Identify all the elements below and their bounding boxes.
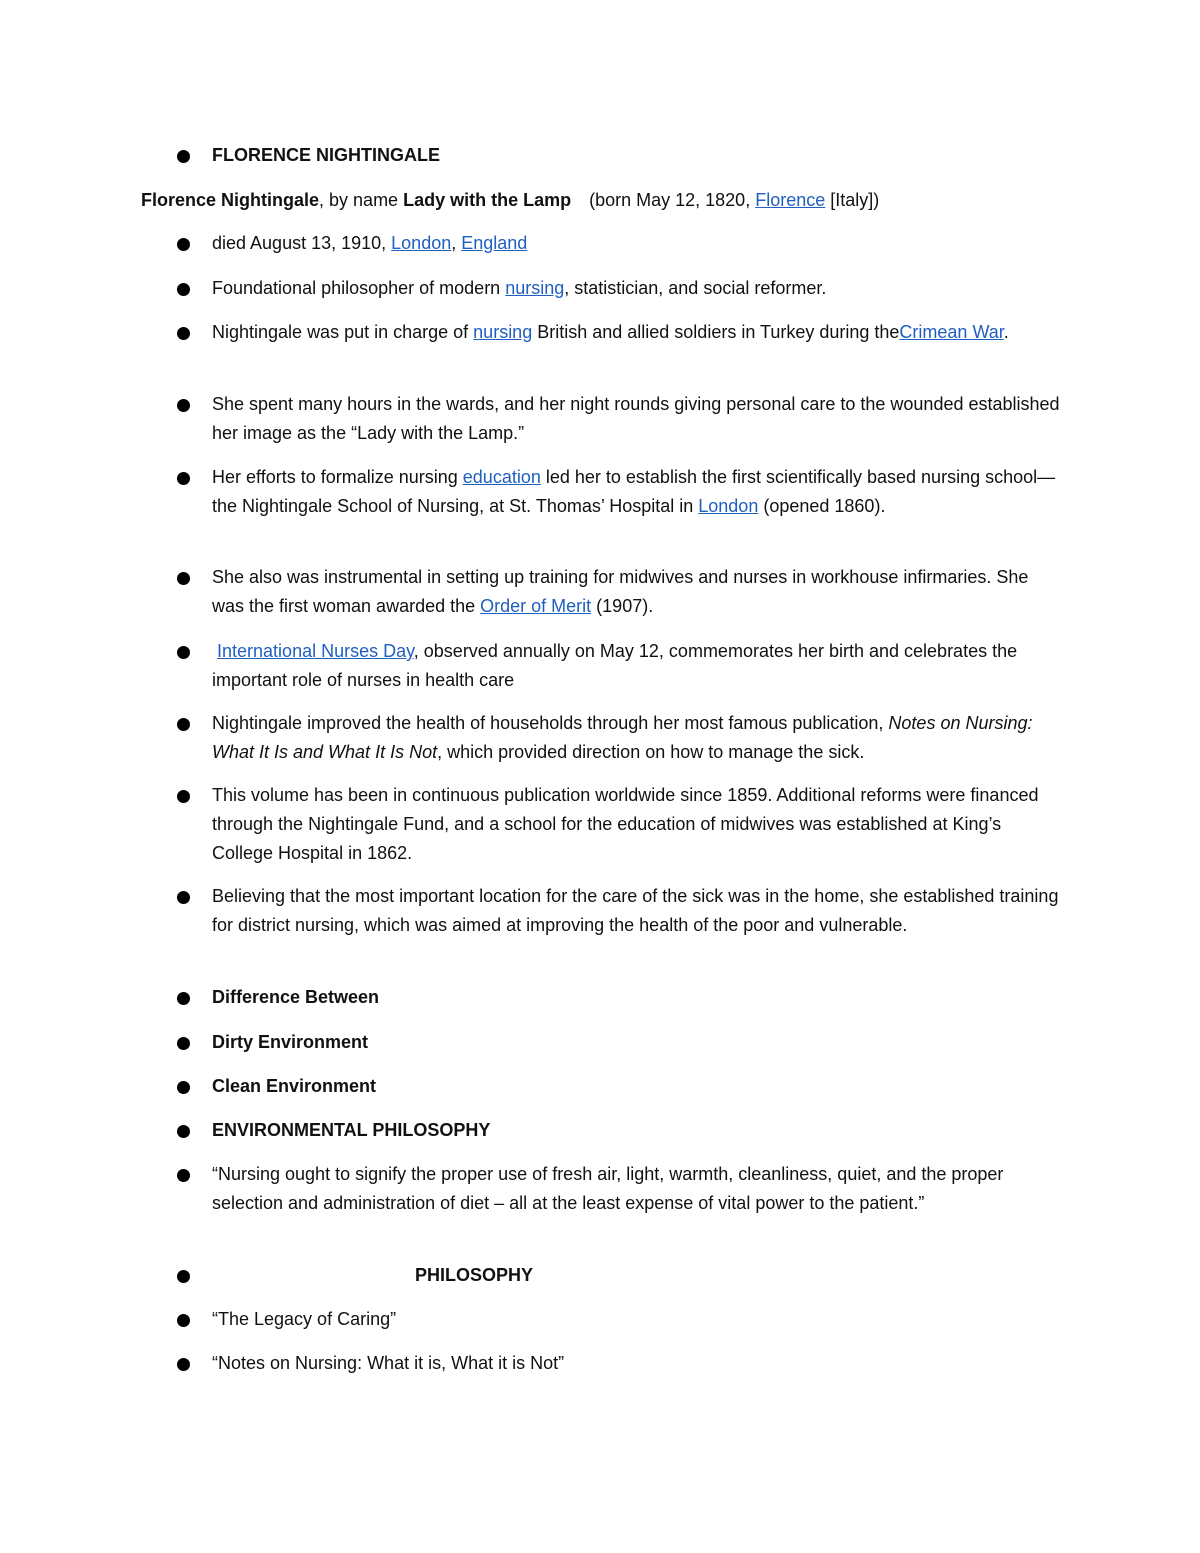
died-text: died August 13, 1910, bbox=[212, 233, 392, 253]
notes-text: “Notes on Nursing: What it is, What it is Not” bbox=[212, 1353, 565, 1373]
bullet-icon bbox=[177, 572, 190, 585]
dirty-environment-heading: Dirty Environment bbox=[212, 1032, 369, 1052]
difference-heading: Difference Between bbox=[212, 987, 380, 1007]
charge-text-pre: Nightingale was put in charge of bbox=[212, 322, 474, 342]
bullet-icon bbox=[177, 472, 190, 485]
bullet-icon bbox=[177, 891, 190, 904]
list-item-households bbox=[212, 709, 1062, 767]
households-text-pre: Nightingale improved the health of households through her most famous publication, bbox=[212, 713, 889, 733]
efforts-text-mid: led her to establish the first scientifically based nursing school—the Nightingale School of Nursing, at St. Thomas’ Hospital in bbox=[212, 467, 1056, 516]
heading-item bbox=[212, 141, 1062, 170]
charge-text-mid: British and allied soldiers in Turkey during the bbox=[532, 322, 900, 342]
international-nurses-day-link[interactable]: International Nurses Day bbox=[217, 641, 414, 661]
charge-text-post: . bbox=[1003, 322, 1009, 342]
foundational-text-post: , statistician, and social reformer. bbox=[564, 278, 827, 298]
list-item-clean bbox=[212, 1072, 1062, 1101]
intro-by-name: , by name bbox=[319, 190, 404, 210]
households-text-post: , which provided direction on how to manage the sick. bbox=[437, 741, 865, 762]
bullet-icon bbox=[177, 1358, 190, 1371]
list-item-foundational bbox=[212, 274, 1062, 303]
london-link-2[interactable]: London bbox=[698, 495, 759, 516]
environmental-philosophy-heading: ENVIRONMENTAL PHILOSOPHY bbox=[212, 1120, 491, 1140]
florence-link[interactable]: Florence bbox=[755, 190, 826, 210]
wards-text: She spent many hours in the wards, and her night rounds giving personal care to the wounded established her image as the “Lady with the Lamp.” bbox=[212, 394, 1060, 443]
bullet-icon bbox=[177, 992, 190, 1005]
philosophy-heading: PHILOSOPHY bbox=[415, 1265, 534, 1285]
foundational-text-pre: Foundational philosopher of modern bbox=[212, 278, 506, 298]
list-item-difference bbox=[212, 983, 1062, 1012]
list-item-philosophy bbox=[212, 1261, 1062, 1290]
bullet-icon bbox=[177, 1037, 190, 1050]
bullet-icon bbox=[177, 1081, 190, 1094]
list-item-quote bbox=[212, 1160, 1062, 1218]
efforts-text-post: (opened 1860). bbox=[758, 495, 886, 516]
home-text: Believing that the most important location for the care of the sick was in the home, she established training for district nursing, which was aimed at improving the health of the poor and vulnerable. bbox=[212, 886, 1059, 935]
died-separator: , bbox=[451, 233, 462, 253]
midwives-text-pre: She also was instrumental in setting up training for midwives and nurses in workhouse infirmaries. She was the first woman awarded the bbox=[212, 567, 1029, 616]
nursing-quote: “Nursing ought to signify the proper use of fresh air, light, warmth, cleanliness, quiet, and the proper selection and administration of diet – all at the least expense of vital power to the patient.” bbox=[212, 1164, 1004, 1213]
intro-epithet: Lady with the Lamp bbox=[403, 190, 572, 210]
clean-environment-heading: Clean Environment bbox=[212, 1076, 377, 1096]
bullet-icon bbox=[177, 238, 190, 251]
bullet-icon bbox=[177, 327, 190, 340]
bullet-icon bbox=[177, 1125, 190, 1138]
publication-title: Notes on Nursing: What It Is and What It Is Not bbox=[212, 713, 1033, 762]
bullet-icon bbox=[177, 718, 190, 731]
bullet-icon bbox=[177, 399, 190, 412]
list-item-efforts bbox=[212, 463, 1062, 521]
list-item-home bbox=[212, 882, 1062, 940]
nursing-link-2[interactable]: nursing bbox=[473, 322, 533, 342]
order-of-merit-link[interactable]: Order of Merit bbox=[480, 595, 592, 616]
efforts-text-pre: Her efforts to formalize nursing bbox=[212, 467, 463, 487]
list-item-died bbox=[212, 229, 1062, 258]
document-heading: FLORENCE NIGHTINGALE bbox=[212, 145, 440, 165]
crimean-war-link[interactable]: Crimean War bbox=[899, 322, 1004, 342]
list-item-notes bbox=[212, 1349, 1062, 1378]
bullet-icon bbox=[177, 1169, 190, 1182]
bullet-icon bbox=[177, 646, 190, 659]
bullet-icon bbox=[177, 790, 190, 803]
intro-born-pre: (born May 12, 1820, bbox=[589, 190, 756, 210]
london-link[interactable]: London bbox=[391, 233, 452, 253]
intro-line bbox=[141, 186, 1041, 215]
legacy-text: “The Legacy of Caring” bbox=[212, 1309, 397, 1329]
list-item-legacy bbox=[212, 1305, 1062, 1334]
nursing-link[interactable]: nursing bbox=[505, 278, 565, 298]
list-item-dirty bbox=[212, 1028, 1062, 1057]
volume-text: This volume has been in continuous publication worldwide since 1859. Additional reforms were financed through the Nightingale Fund, and a school for the education of midwives was established at King’s College Hospital in 1862. bbox=[212, 785, 1039, 863]
list-item-charge bbox=[212, 318, 1062, 347]
bullet-icon bbox=[177, 1270, 190, 1283]
list-item-nurses-day bbox=[212, 637, 1062, 695]
nurses-day-text: , observed annually on May 12, commemorates her birth and celebrates the important role of nurses in health care bbox=[212, 641, 1018, 690]
education-link[interactable]: education bbox=[462, 467, 541, 487]
bullet-icon bbox=[177, 283, 190, 296]
england-link[interactable]: England bbox=[461, 233, 528, 253]
intro-name: Florence Nightingale bbox=[141, 190, 320, 210]
intro-born-post: [Italy]) bbox=[825, 190, 880, 210]
list-item-wards bbox=[212, 390, 1062, 448]
list-item-midwives bbox=[212, 563, 1062, 621]
bullet-icon bbox=[177, 150, 190, 163]
bullet-icon bbox=[177, 1314, 190, 1327]
list-item-env-philosophy bbox=[212, 1116, 1062, 1145]
list-item-volume bbox=[212, 781, 1062, 867]
midwives-text-post: (1907). bbox=[591, 595, 654, 616]
